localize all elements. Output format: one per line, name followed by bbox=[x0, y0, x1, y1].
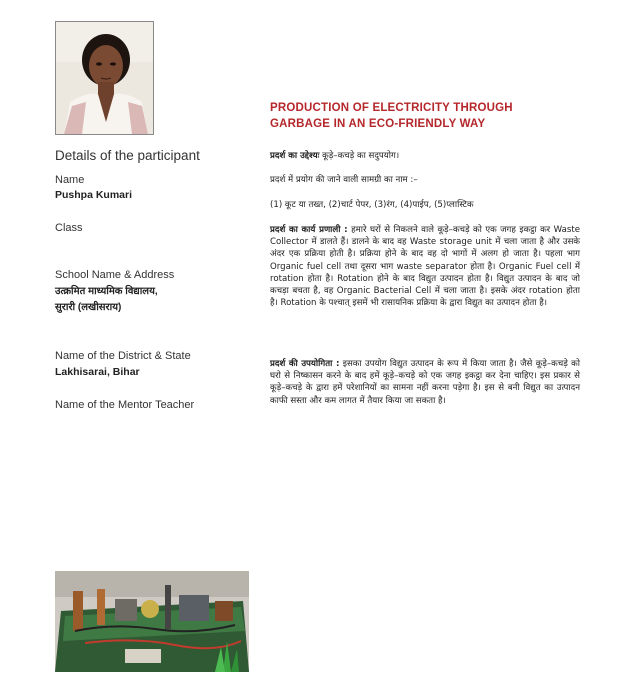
school-value-line-1: उत्क्रमित माध्यमिक विद्यालय, bbox=[55, 286, 158, 297]
name-label: Name bbox=[55, 174, 85, 186]
district-label: Name of the District & State bbox=[55, 350, 191, 362]
materials-intro: प्रदर्श में प्रयोग की जाने वाली सामग्री का नाम :– bbox=[270, 175, 418, 185]
exhibit-title bbox=[270, 100, 570, 132]
working-text: हमारे घरों से निकलने वाले कूड़े–कचड़े को एक जगह इकट्ठा कर Waste Collector में डालते हैं। डालने के बाद वह Waste storage unit में चला जाता है और उसके अंदर एक प्रक्रिया होती है। प्रक्रिया होने के बाद वह दो भागों में अलग हो जाता है। पहला भाग Organic fuel cell तथा दूसरा भाग waste separator होता है। Organic Fuel cell में rotation होता है। Rotation होने के बाद विद्युत उत्पादन होता है। विद्युत उत्पादन के बाद जो कचड़ा बचता है, वह Organic Bacterial Cell में चला जाता है। इसके अंदर rotation होता है। Rotation के पश्चात् इसमें भी रासायनिक प्रक्रिया के द्वारा विद्युत का उत्पादन होता है। bbox=[270, 225, 580, 309]
utility-label: प्रदर्श की उपयोगिता : bbox=[270, 359, 340, 369]
purpose-text: कूड़े–कचड़े का सदुपयोग। bbox=[319, 151, 400, 161]
utility-text: इसका उपयोग विद्युत उत्पादन के रूप में किया जाता है। जैसे कूड़े–कचड़े को घरो से निष्कासन करने के बाद हमें कूड़े–कचड़े को एक जगह इकट्ठा कर देना चाहिए। इस प्रकार से कूड़े–कचड़े के द्वारा हमें परेशानियों का सामना नहीं करना पड़ेगा है। इस से बनी विद्युत का उत्पादन काफी सस्ता और कम लागत में तैयार किया जा सकता है। bbox=[270, 359, 581, 406]
mentor-label: Name of the Mentor Teacher bbox=[55, 399, 195, 411]
working-paragraph bbox=[270, 224, 580, 309]
purpose-paragraph bbox=[270, 150, 580, 162]
materials-list: (1) कूट या तख्त, (2)चार्ट पेपर, (3)रंग, (4)पाईप, (5)प्लास्टिक bbox=[270, 200, 474, 210]
name-value: Pushpa Kumari bbox=[55, 189, 133, 201]
model-photo bbox=[55, 571, 249, 672]
participant-photo bbox=[55, 21, 154, 135]
participant-details-heading: Details of the participant bbox=[55, 148, 200, 163]
title-line-2: GARBAGE IN AN ECO-FRIENDLY WAY bbox=[270, 118, 486, 130]
participant-portrait bbox=[56, 22, 153, 134]
school-label: School Name & Address bbox=[55, 269, 175, 281]
class-label: Class bbox=[55, 222, 83, 234]
utility-paragraph bbox=[270, 358, 580, 407]
title-line-1: PRODUCTION OF ELECTRICITY THROUGH bbox=[270, 102, 513, 114]
purpose-label: प्रदर्श का उद्देश्यः bbox=[270, 151, 320, 161]
exhibit-model bbox=[55, 571, 249, 672]
district-value: Lakhisarai, Bihar bbox=[55, 366, 140, 378]
school-value-line-2: सुरारी (लखीसराय) bbox=[55, 302, 122, 313]
working-label: प्रदर्श का कार्य प्रणाली : bbox=[270, 225, 348, 235]
